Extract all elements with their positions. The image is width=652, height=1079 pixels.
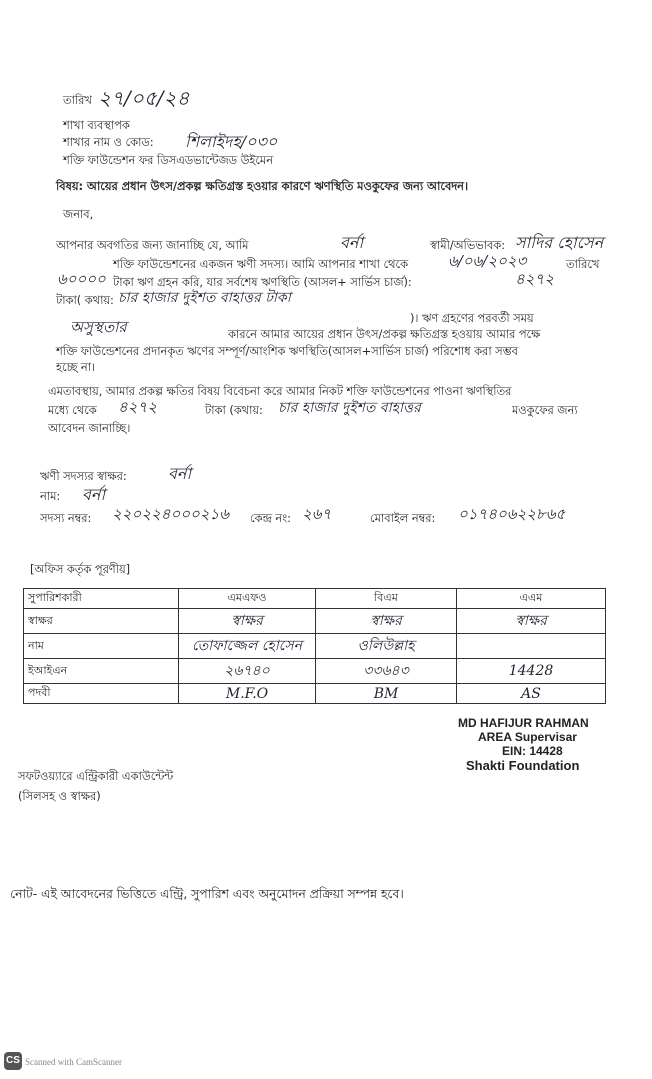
member-name-value: বর্না xyxy=(340,233,364,252)
branch-value: শিলাইদহ/০৩০ xyxy=(185,132,278,151)
para1-text-7: )। ঋণ গ্রহণের পরবর্তী সময় xyxy=(410,311,534,325)
office-header-cell: বিএম xyxy=(316,589,457,609)
para1-text-10: হচ্ছে না। xyxy=(56,360,96,374)
para1-text-8: কারনে আমার আয়ের প্রধান উৎস/প্রকল্প ক্ষতিগ্রস্ত হওয়ায় আমার পক্ষে xyxy=(228,327,541,341)
member-signature-label: ঋণী সদস্যর স্বাক্ষর: xyxy=(40,469,127,483)
office-table-row xyxy=(24,634,606,659)
office-table-row xyxy=(24,609,606,634)
office-row-label: নাম xyxy=(24,634,179,659)
branch-label: শাখার নাম ও কোড: xyxy=(63,135,154,149)
stamp-ein: EIN: 14428 xyxy=(502,744,563,758)
para1-text-1: আপনার অবগতির জন্য জানাচ্ছি যে, আমি xyxy=(56,238,249,252)
date-value: ২৭/০৫/২৪ xyxy=(98,86,190,110)
office-table-header-row xyxy=(24,589,606,609)
para2-text-5: আবেদন জানাচ্ছি। xyxy=(48,421,131,435)
center-value: ২৬৭ xyxy=(302,505,332,523)
para2-text-4: মওকুফের জন্য xyxy=(512,403,578,417)
office-table-row xyxy=(24,659,606,684)
office-name-cell xyxy=(457,634,606,659)
office-designation-cell: AS xyxy=(457,684,606,704)
member-signature-value: বর্না xyxy=(168,464,192,483)
office-signature-cell: স্বাক্ষর xyxy=(316,609,457,634)
office-signature-cell: স্বাক্ষর xyxy=(457,609,606,634)
member-id-value: ২২০২২৪০০০২১৬ xyxy=(112,505,229,523)
member-id-label: সদস্য নম্বর: xyxy=(40,511,92,525)
office-signature-cell: স্বাক্ষর xyxy=(179,609,316,634)
office-table xyxy=(23,588,606,704)
office-ein-cell: ২৬৭৪০ xyxy=(179,659,316,684)
waiver-amount-value: ৪২৭২ xyxy=(118,398,157,416)
salutation: জনাব, xyxy=(63,207,94,221)
guardian-value: সাদির হোসেন xyxy=(515,233,604,252)
para1-text-5: টাকা ঋণ গ্রহন করি, যার সর্বশেষ ঋণস্থিতি (আসল+ সার্ভিস চার্জ): xyxy=(113,275,412,289)
office-row-label: পদবী xyxy=(24,684,179,704)
member-name-label: নাম: xyxy=(40,489,61,503)
stamp-organization: Shakti Foundation xyxy=(466,758,580,773)
office-ein-cell: ৩৩৬৪৩ xyxy=(316,659,457,684)
footer-note: নোট- এই আবেদনের ভিত্তিতে এন্ট্রি, সুপারিশ এবং অনুমোদন প্রক্রিয়া সম্পন্ন হবে। xyxy=(10,886,404,901)
mobile-value: ০১৭৪০৬২২৮৬৫ xyxy=(458,505,566,523)
office-header-cell: এএম xyxy=(457,589,606,609)
office-table-row xyxy=(24,684,606,704)
loan-date-value: ৬/০৬/২০২৩ xyxy=(448,252,527,270)
para1-text-3: শক্তি ফাউন্ডেশনের একজন ঋণী সদস্য। আমি আপনার শাখা থেকে xyxy=(113,257,409,271)
para2-text-3: টাকা (কথায়: xyxy=(205,403,263,417)
subject-line: বিষয়: আয়ের প্রধান উৎস/প্রকল্প ক্ষতিগ্রস্ত হওয়ার কারণে ঋণস্থিতি মওকুফের জন্য আবেদন। xyxy=(56,179,468,193)
stamp-title: AREA Supervisar xyxy=(478,730,577,744)
software-entry-note: (সিলসহ ও স্বাক্ষর) xyxy=(18,789,101,803)
member-name-field: বর্না xyxy=(82,485,106,504)
office-name-cell: তোফাজ্জেল হোসেন xyxy=(179,634,316,659)
office-header-cell: এমএফও xyxy=(179,589,316,609)
para2-text-2: মধ্যে থেকে xyxy=(48,403,97,417)
camscanner-logo-icon: CS xyxy=(4,1052,22,1070)
camscanner-watermark: Scanned with CamScanner xyxy=(25,1057,122,1067)
office-name-cell: ওলিউল্লাহ xyxy=(316,634,457,659)
para1-text-9: শক্তি ফাউন্ডেশনের প্রদানকৃত ঋণের সম্পূর্ণ/আংশিক ঋণস্থিতি(আসল+সার্ভিস চার্জ) পরিশোধ করা সম্ভব xyxy=(56,344,518,358)
para1-text-6: টাকা( কথায়: xyxy=(56,293,114,307)
organization-line: শক্তি ফাউন্ডেশন ফর ডিসএডভান্টেজড উইমেন xyxy=(63,153,273,167)
office-row-label: স্বাক্ষর xyxy=(24,609,179,634)
office-ein-cell: 14428 xyxy=(457,659,606,684)
date-label: তারিখ xyxy=(63,93,92,107)
office-section-title: [অফিস কর্তৃক পূরণীয়] xyxy=(30,562,131,576)
office-designation-cell: BM xyxy=(316,684,457,704)
center-label: কেন্দ্র নং: xyxy=(250,511,291,525)
loan-amount-value: ৬০০০০ xyxy=(57,270,106,288)
reason-value: অসুস্থতার xyxy=(70,318,127,336)
para1-text-4: তারিখে xyxy=(566,257,600,271)
office-designation-cell: M.F.O xyxy=(179,684,316,704)
stamp-name: MD HAFIJUR RAHMAN xyxy=(458,716,589,730)
para1-text-2: স্বামী/অভিভাবক: xyxy=(430,238,506,252)
office-header-cell: সুপারিশকারী xyxy=(24,589,179,609)
mobile-label: মোবাইল নম্বর: xyxy=(370,511,436,525)
recipient-line: শাখা ব্যবস্থাপক xyxy=(63,118,130,132)
balance-words-value: চার হাজার দুইশত বাহাত্তর টাকা xyxy=(118,290,291,306)
software-entry-label: সফটওয়্যারে এন্ট্রিকারী একাউন্টেন্ট xyxy=(18,769,174,783)
office-row-label: ইআইএন xyxy=(24,659,179,684)
para2-text-1: এমতাবস্থায়, আমার প্রকল্প ক্ষতির বিষয় বিবেচনা করে আমার নিকট শক্তি ফাউন্ডেশনের পাওনা ঋণস্থিতির xyxy=(48,384,512,398)
waiver-words-value: চার হাজার দুইশত বাহাত্তর xyxy=(278,400,421,416)
balance-value: ৪২৭২ xyxy=(515,270,554,288)
